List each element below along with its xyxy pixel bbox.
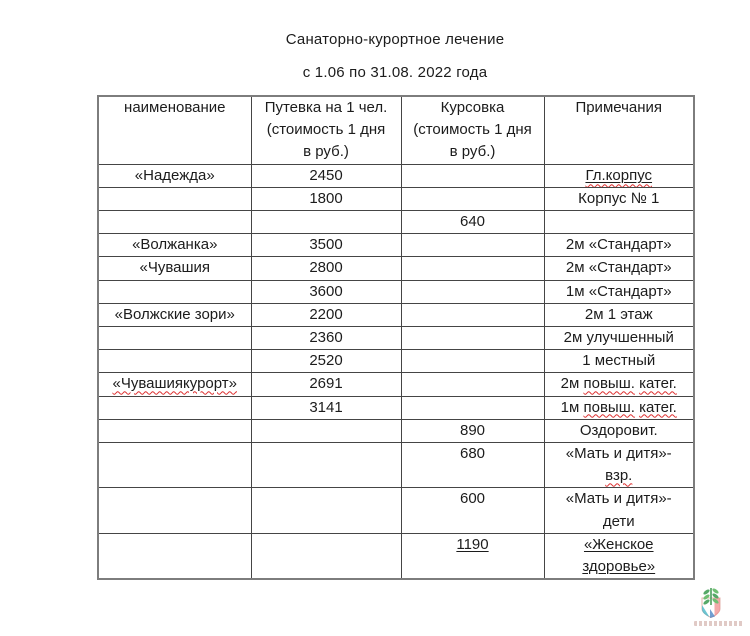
putevka-cell: [251, 211, 401, 234]
name-cell: «Волжанка»: [98, 234, 251, 257]
page-subtitle: с 1.06 по 31.08. 2022 года: [302, 64, 488, 81]
note-cell: 2м «Стандарт»: [544, 234, 694, 257]
table-row: [98, 280, 694, 303]
kursovka-cell: 890: [401, 419, 544, 442]
table-row: [98, 350, 694, 373]
putevka-cell: 2200: [251, 303, 401, 326]
table-row: [98, 164, 694, 187]
kursovka-cell: [401, 164, 544, 187]
note-cell: 2м 1 этаж: [544, 303, 694, 326]
table-row: [98, 533, 694, 579]
putevka-cell: [251, 419, 401, 442]
name-cell: [98, 533, 251, 579]
kursovka-cell: [401, 303, 544, 326]
putevka-cell: 2520: [251, 350, 401, 373]
header-notes-label: Примечания: [575, 99, 663, 116]
note-cell: 1м повыш. катег.: [544, 396, 694, 419]
note-cell: «Мать и дитя»- дети: [544, 488, 694, 533]
putevka-cell: 2691: [251, 373, 401, 396]
note-cell: 2м «Стандарт»: [544, 257, 694, 280]
name-cell: [98, 187, 251, 210]
table-row: [98, 443, 694, 488]
note-cell: Корпус № 1: [544, 187, 694, 210]
header-name-label: наименование: [124, 99, 226, 116]
table-row: [98, 327, 694, 350]
header-notes: [544, 96, 694, 164]
note-cell: «Мать и дитя»- взр.: [544, 443, 694, 488]
kursovka-cell: [401, 234, 544, 257]
name-cell: «Волжские зори»: [98, 303, 251, 326]
note-cell: 2м повыш. катег.: [544, 373, 694, 396]
name-cell: «Надежда»: [98, 164, 251, 187]
name-cell: [98, 443, 251, 488]
price-table: [97, 95, 695, 580]
header-kursovka: [401, 96, 544, 164]
table-row: [98, 211, 694, 234]
kursovka-cell: 1190: [401, 533, 544, 579]
header-kursovka-line2: (стоимость 1 дня: [413, 121, 532, 139]
name-cell: [98, 350, 251, 373]
note-cell: Гл.корпус: [544, 164, 694, 187]
kursovka-cell: 640: [401, 211, 544, 234]
name-cell: [98, 419, 251, 442]
putevka-cell: [251, 488, 401, 533]
name-cell: [98, 211, 251, 234]
putevka-cell: [251, 533, 401, 579]
header-putevka-line3: в руб.): [303, 143, 349, 161]
watermark-caption: [694, 621, 744, 626]
name-cell: [98, 327, 251, 350]
putevka-cell: 3141: [251, 396, 401, 419]
header-row: [98, 96, 694, 164]
putevka-cell: 3600: [251, 280, 401, 303]
table-row: [98, 303, 694, 326]
name-cell: «Чувашия: [98, 257, 251, 280]
kursovka-cell: [401, 373, 544, 396]
kursovka-cell: [401, 327, 544, 350]
putevka-cell: 1800: [251, 187, 401, 210]
header-putevka: [251, 96, 401, 164]
table-row: [98, 257, 694, 280]
header-putevka-line2: (стоимость 1 дня: [266, 121, 386, 139]
note-cell: [544, 211, 694, 234]
table-row: [98, 234, 694, 257]
kursovka-cell: [401, 350, 544, 373]
putevka-cell: [251, 443, 401, 488]
name-cell: «Чувашиякурорт»: [98, 373, 251, 396]
kursovka-cell: [401, 187, 544, 210]
putevka-cell: 2360: [251, 327, 401, 350]
kursovka-cell: [401, 257, 544, 280]
kursovka-cell: 680: [401, 443, 544, 488]
name-cell: [98, 280, 251, 303]
kursovka-cell: [401, 396, 544, 419]
name-cell: [98, 488, 251, 533]
putevka-cell: 3500: [251, 234, 401, 257]
document-content: [97, 0, 693, 580]
table-row: [98, 396, 694, 419]
header-putevka-line1: Путевка на 1 чел.: [264, 99, 388, 116]
name-cell: [98, 396, 251, 419]
table-row: [98, 187, 694, 210]
header-name: [98, 96, 251, 164]
kursovka-cell: [401, 280, 544, 303]
note-cell: 1 местный: [544, 350, 694, 373]
note-cell: 2м улучшенный: [544, 327, 694, 350]
putevka-cell: 2800: [251, 257, 401, 280]
watermark: [694, 586, 746, 634]
trade-union-emblem-icon: [698, 586, 724, 620]
note-cell: «Женское здоровье»: [544, 533, 694, 579]
putevka-cell: 2450: [251, 164, 401, 187]
header-kursovka-line3: в руб.): [449, 143, 496, 161]
page-title: Санаторно-курортное лечение: [285, 31, 505, 48]
table-row: [98, 373, 694, 396]
note-cell: 1м «Стандарт»: [544, 280, 694, 303]
table-row: [98, 488, 694, 533]
kursovka-cell: 600: [401, 488, 544, 533]
table-row: [98, 419, 694, 442]
header-kursovka-line1: Курсовка: [440, 99, 505, 116]
note-cell: Оздоровит.: [544, 419, 694, 442]
